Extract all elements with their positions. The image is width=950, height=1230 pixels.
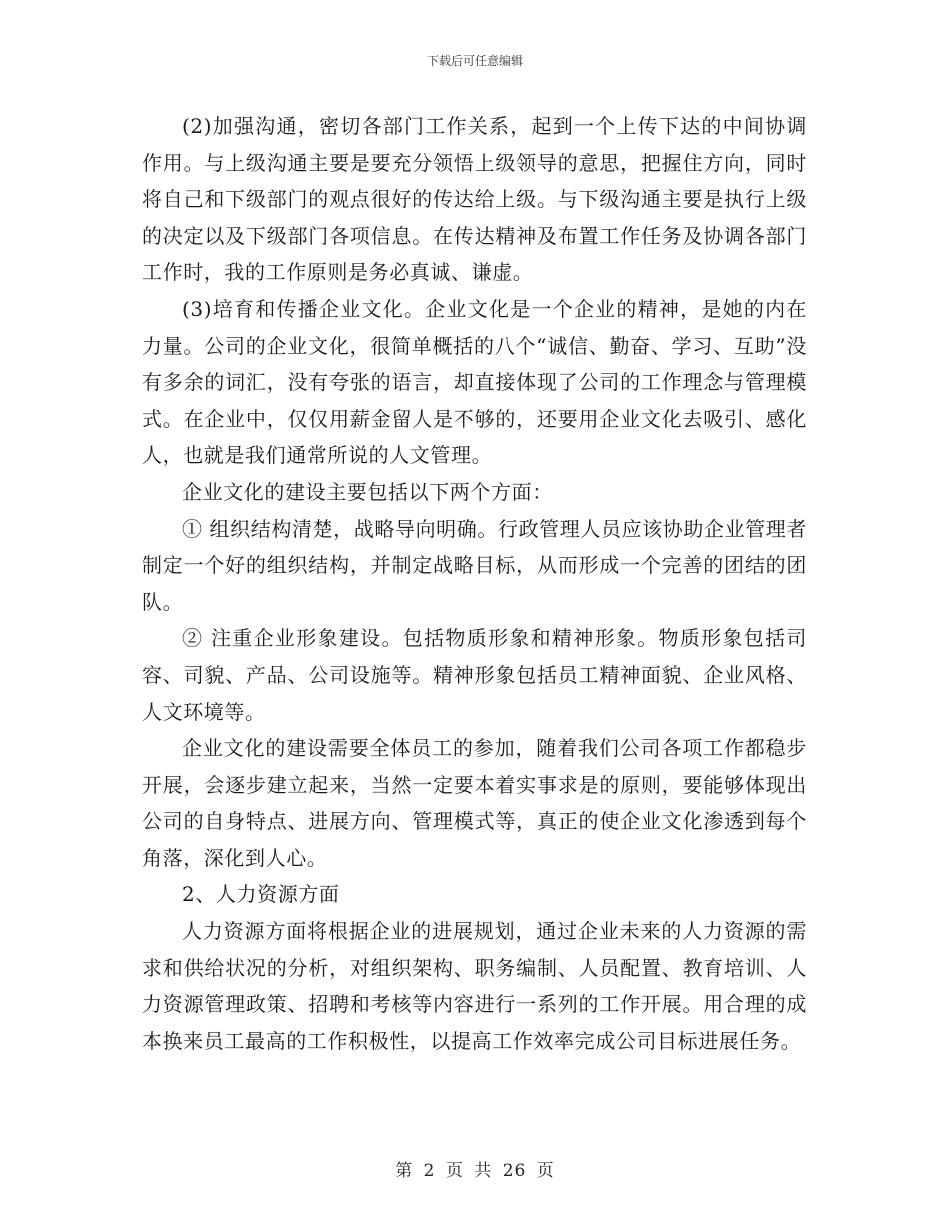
paragraph: 人力资源方面将根据企业的进展规划，通过企业未来的人力资源的需求和供给状况的分析，对组织架构、职务编制、人员配置、教育培训、人力资源管理政策、招聘和考核等内容进行一系列的工作开展。用合理的成本换来员工最高的工作积极性，以提高工作效率完成公司目标进展任务。 [142,919,807,1053]
section-heading: 2、人力资源方面 [182,882,340,907]
page-number-footer: 第 2 页 共 26 页 [395,1161,555,1181]
paragraph: (2)加强沟通，密切各部门工作关系，起到一个上传下达的中间协调作用。与上级沟通主要是要充分领悟上级领导的意思，把握住方向，同时将自己和下级部门的观点很好的传达给上级。与下级沟通主要是执行上级的决定以及下级部门各项信息。在传达精神及布置工作任务及协调各部门工作时，我的工作原则是务必真诚、谦虚。 [142,114,807,285]
page-header: 下载后可任意编辑 [426,54,523,68]
paragraph: 企业文化的建设需要全体员工的参加，随着我们公司各项工作都稳步开展，会逐步建立起来，当然一定要本着实事求是的原则，要能够体现出公司的自身特点、进展方向、管理模式等，真正的使企业文化渗透到每个角落，深化到人心。 [142,736,807,870]
paragraph: ① 组织结构清楚，战略导向明确。行政管理人员应该协助企业管理者制定一个好的组织结构，并制定战略目标，从而形成一个完善的团结的团队。 [142,516,807,614]
paragraph: (3)培育和传播企业文化。企业文化是一个企业的精神，是她的内在力量。公司的企业文化，很简单概括的八个“诚信、勤奋、学习、互助”没有多余的词汇，没有夸张的语言，却直接体现了公司的工作理念与管理模式。在企业中，仅仅用薪金留人是不够的，还要用企业文化去吸引、感化人，也就是我们通常所说的人文管理。 [142,296,807,468]
paragraph: 企业文化的建设主要包括以下两个方面： [182,479,553,504]
paragraph: ② 注重企业形象建设。包括物质形象和精神形象。物质形象包括司容、司貌、产品、公司设施等。精神形象包括员工精神面貌、企业风格、人文环境等。 [142,626,807,724]
document-body [142,108,807,1059]
